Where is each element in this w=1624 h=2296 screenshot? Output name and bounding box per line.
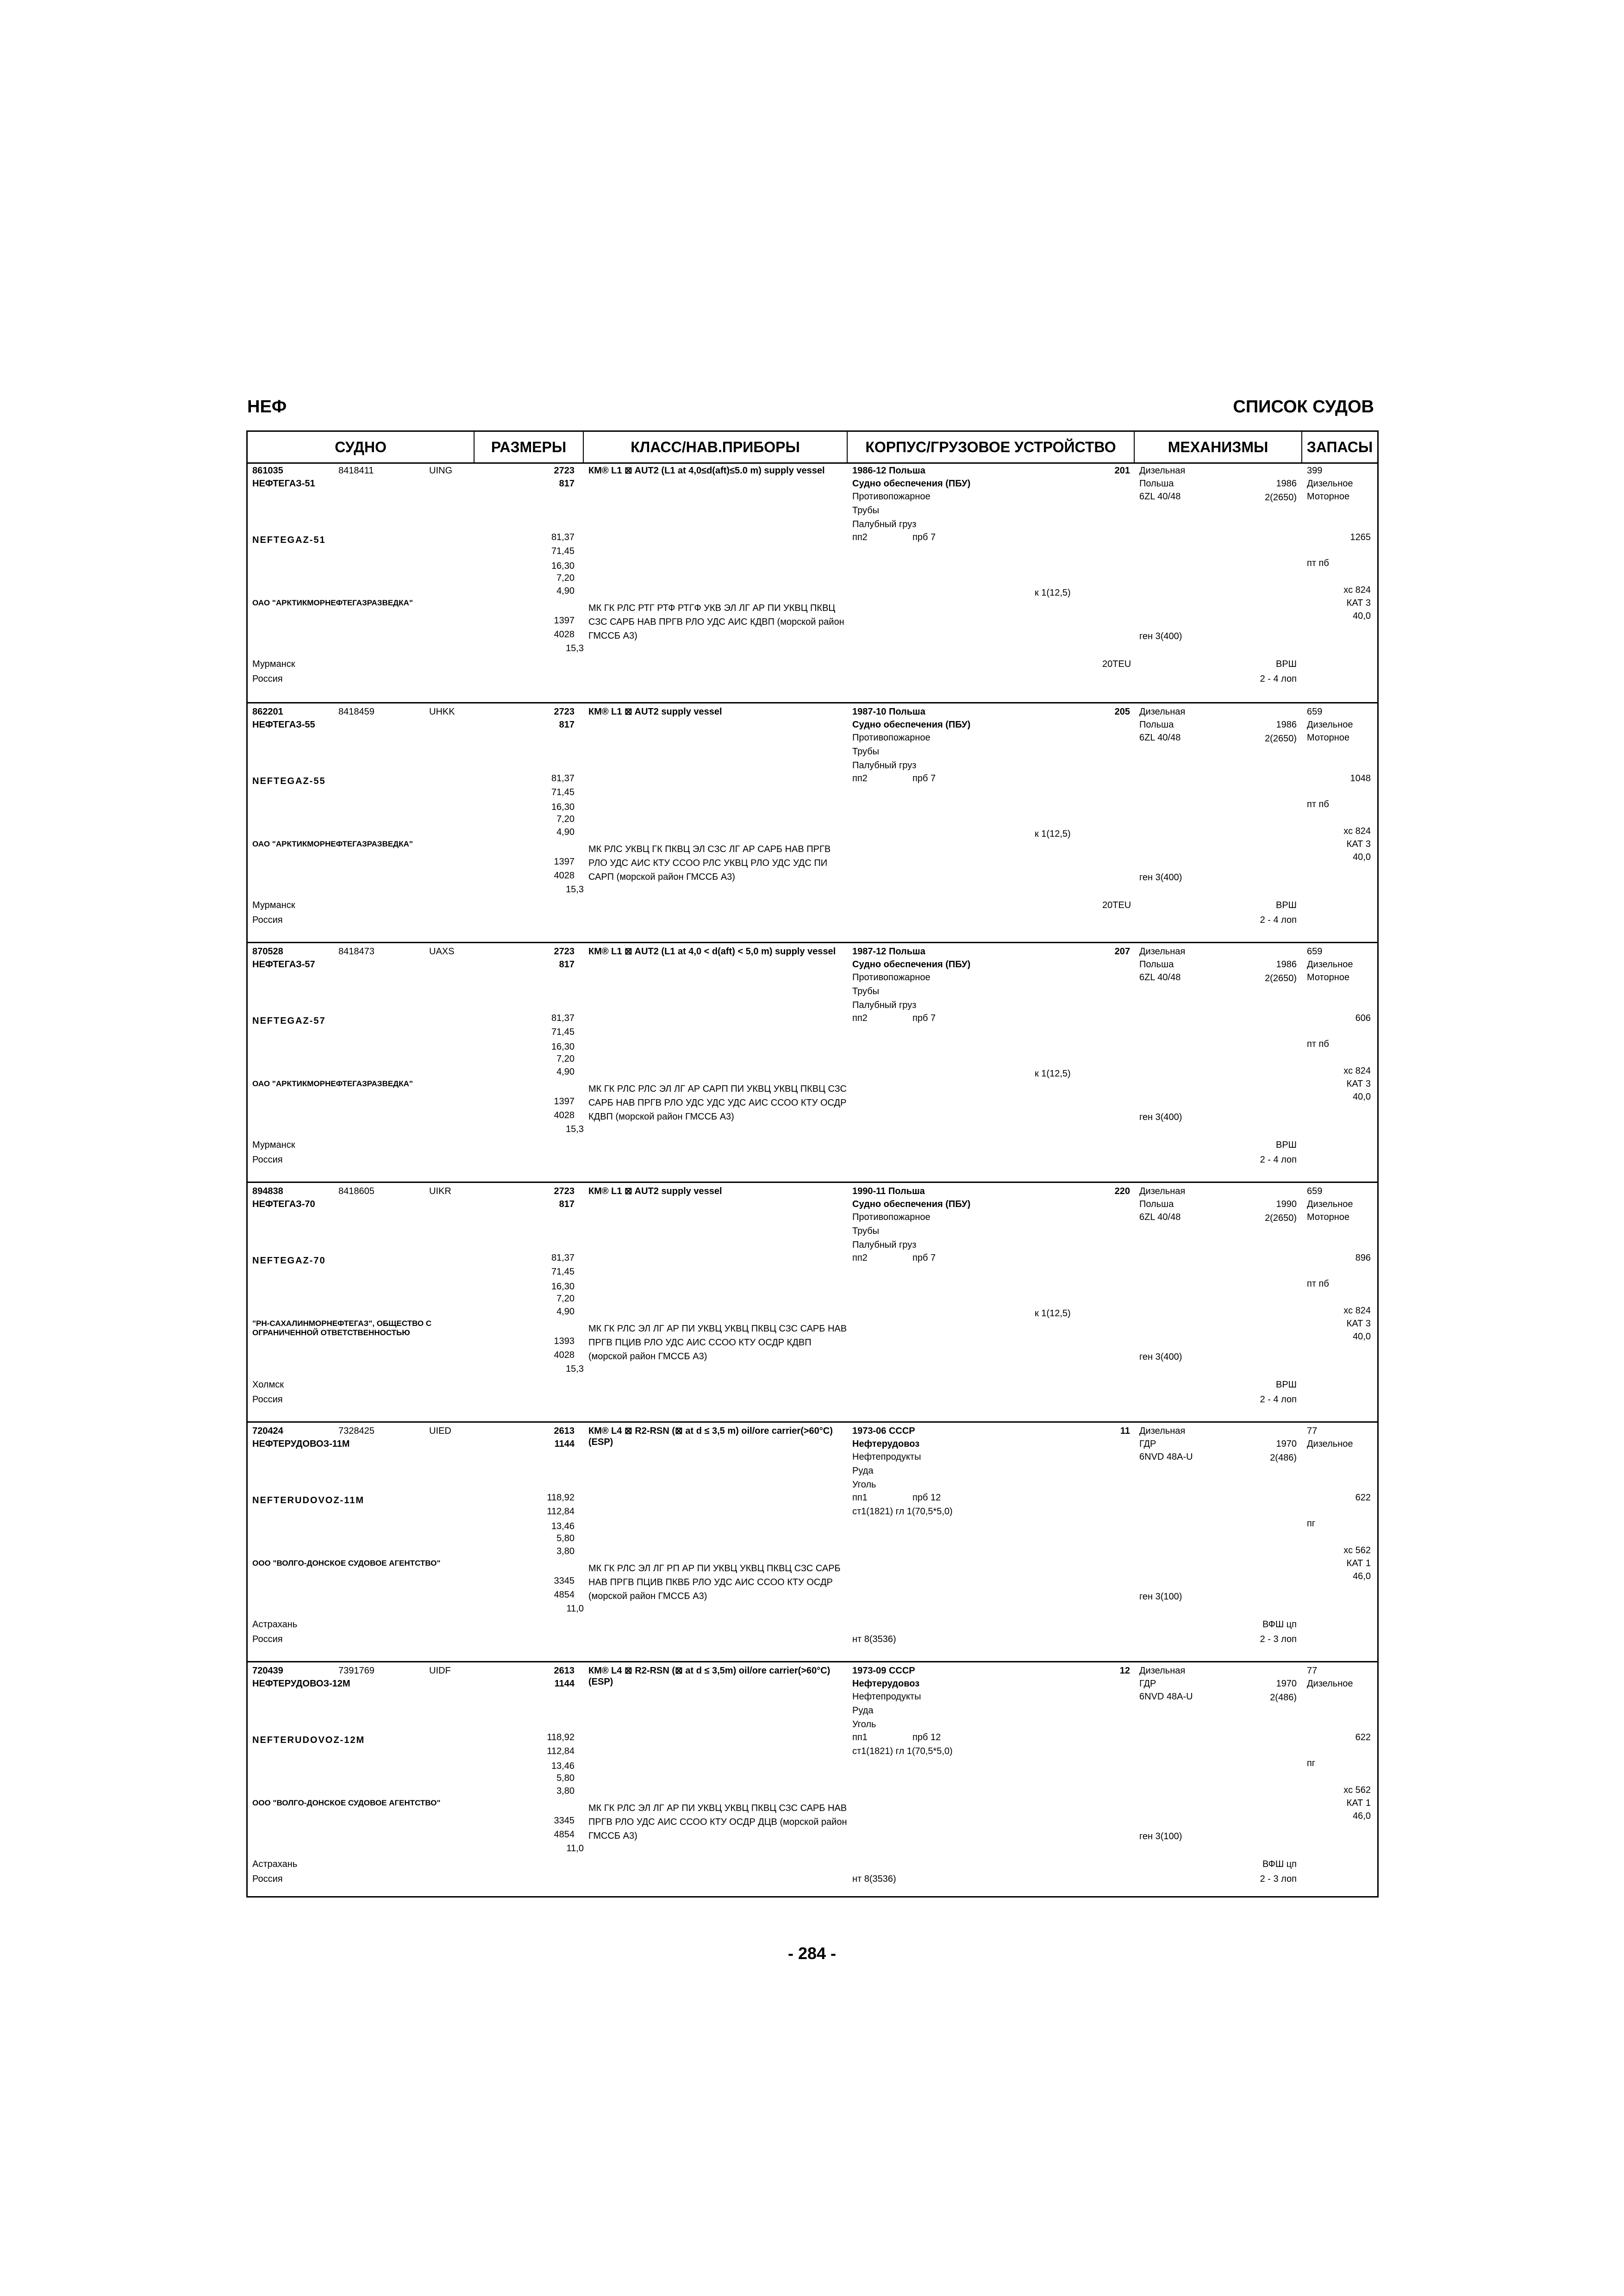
build-date-country: 1990-11 Польша: [852, 1186, 925, 1196]
refrigeration: хс 824: [1343, 826, 1371, 836]
engine-model: 6ZL 40/48: [1139, 972, 1181, 983]
water-type: пт пб: [1307, 558, 1329, 568]
header-left: НЕФ: [247, 397, 287, 417]
hull-purpose-1: Нефтепродукты: [852, 1452, 921, 1462]
generators: ген 3(400): [1139, 1112, 1182, 1122]
range: 40,0: [1353, 611, 1371, 621]
hull-purpose-1: Нефтепродукты: [852, 1692, 921, 1702]
dim-length-overall: 81,37: [551, 532, 575, 542]
hull-purpose-3: Палубный груз: [852, 1000, 917, 1010]
refrigeration: хс 824: [1343, 585, 1371, 595]
water-capacity: 606: [1355, 1013, 1371, 1023]
hull-purpose-1: Противопожарное: [852, 492, 931, 502]
engine-country: Польша: [1139, 479, 1174, 489]
speed: 15,3: [566, 884, 584, 895]
build-date-country: 1987-12 Польша: [852, 946, 925, 957]
header-right: СПИСОК СУДОВ: [1233, 397, 1374, 417]
dim-length-pp: 71,45: [551, 1267, 575, 1277]
owner: "РН-САХАЛИНМОРНЕФТЕГАЗ", ОБЩЕСТВО С ОГРАНИЧЕННОЙ ОТВЕТСТВЕННОСТЬЮ: [252, 1319, 432, 1337]
category: КАТ 3: [1346, 839, 1371, 849]
engine-year: 1986: [1276, 720, 1297, 730]
col-header-dimensions: РАЗМЕРЫ: [475, 432, 584, 462]
propeller-blades: 2 - 3 лоп: [1260, 1874, 1297, 1884]
home-port: Мурманск: [252, 659, 295, 669]
vessel-type: Нефтерудовоз: [852, 1439, 920, 1449]
category: КАТ 1: [1346, 1798, 1371, 1808]
engine-model: 6ZL 40/48: [1139, 733, 1181, 743]
vessel-name: НЕФТЕГАЗ-57: [252, 959, 315, 970]
dim-draft: 4,90: [556, 1067, 575, 1077]
cargo-extra: ст1(1821) гл 1(70,5*5,0): [852, 1506, 953, 1517]
class-notation: КМ® L1 ⊠ AUT2 (L1 at 4,0≤d(aft)≤5.0 m) supply vessel: [588, 466, 825, 476]
displacement: 4028: [554, 629, 575, 640]
deck-count: пп2: [852, 1253, 868, 1263]
speed: 15,3: [566, 1124, 584, 1134]
engine-country: ГДР: [1139, 1679, 1156, 1689]
gross-tonnage: 2723: [554, 946, 575, 957]
vessel-record: [248, 462, 1377, 702]
deck-count: пп2: [852, 532, 868, 542]
fuel-capacity: 659: [1307, 707, 1323, 717]
reg-number: 862201: [252, 707, 283, 717]
water-type: пт пб: [1307, 799, 1329, 809]
imo-number: 8418605: [338, 1186, 375, 1196]
yard-number: 220: [1114, 1186, 1130, 1196]
bulkheads: прб 7: [912, 1253, 936, 1263]
call-sign: UAXS: [429, 946, 455, 957]
build-date-country: 1973-06 СССР: [852, 1426, 915, 1436]
nav-equipment: МК ГК РЛС РТГ РТФ РТГФ УКВ ЭЛ ЛГ АР ПИ УКВЦ ПКВЦ СЗС САРБ НАВ ПРГВ РЛО УДС АИС КДВП (морской район ГМССБ А3): [588, 603, 844, 641]
owner: ООО "ВОЛГО-ДОНСКОЕ СУДОВОЕ АГЕНТСТВО": [252, 1798, 441, 1807]
fuel-type-1: Дизельное: [1307, 1679, 1353, 1689]
engine-country: Польша: [1139, 1199, 1174, 1209]
gross-tonnage: 2723: [554, 707, 575, 717]
dim-draft: 4,90: [556, 827, 575, 837]
refrigeration: хс 562: [1343, 1785, 1371, 1795]
engine-type: Дизельная: [1139, 466, 1186, 476]
hull-purpose-1: Противопожарное: [852, 1212, 931, 1222]
displacement: 4854: [554, 1590, 575, 1600]
vessel-record: [248, 942, 1377, 1182]
yard-number: 12: [1119, 1666, 1130, 1676]
call-sign: UIDF: [429, 1666, 451, 1676]
vessel-name-latin: NEFTEGAZ-70: [252, 1256, 326, 1266]
dim-breadth: 16,30: [551, 1282, 575, 1292]
water-capacity: 622: [1355, 1493, 1371, 1503]
fuel-type-1: Дизельное: [1307, 1439, 1353, 1449]
home-port: Мурманск: [252, 1140, 295, 1150]
deck-count: пп2: [852, 1013, 868, 1023]
flag-country: Россия: [252, 1874, 283, 1884]
deck-count: пп2: [852, 773, 868, 784]
crane: к 1(12,5): [1035, 1069, 1071, 1079]
container-capacity: 20TEU: [1102, 659, 1131, 669]
generators: ген 3(100): [1139, 1592, 1182, 1602]
propeller-type: ВФШ цп: [1262, 1859, 1297, 1869]
dim-breadth: 13,46: [551, 1521, 575, 1531]
col-header-supplies: ЗАПАСЫ: [1306, 438, 1373, 455]
water-type: пг: [1307, 1758, 1316, 1768]
net-tonnage: 1144: [554, 1679, 575, 1689]
dim-breadth: 13,46: [551, 1761, 575, 1771]
reg-number: 870528: [252, 946, 283, 957]
dim-length-overall: 118,92: [547, 1493, 575, 1503]
col-header-machinery: МЕХАНИЗМЫ: [1135, 432, 1302, 462]
net-tonnage: 817: [559, 479, 575, 489]
tanks: нт 8(3536): [852, 1634, 896, 1644]
dim-depth: 7,20: [556, 573, 575, 583]
hull-purpose-2: Руда: [852, 1466, 874, 1476]
hull-purpose-3: Палубный груз: [852, 1240, 917, 1250]
propeller-blades: 2 - 4 лоп: [1260, 1394, 1297, 1405]
speed: 15,3: [566, 643, 584, 653]
engine-model: 6NVD 48A-U: [1139, 1692, 1193, 1702]
water-capacity: 1048: [1350, 773, 1371, 784]
nav-equipment: МК ГК РЛС ЭЛ ЛГ АР ПИ УКВЦ УКВЦ ПКВЦ СЗС САРБ НАВ ПРГВ ПЦИВ РЛО УДС АИС ССОО КТУ ОСДР КДВП (морской район ГМССБ А3): [588, 1324, 847, 1362]
range: 40,0: [1353, 1092, 1371, 1102]
dim-depth: 7,20: [556, 814, 575, 824]
cargo-extra: ст1(1821) гл 1(70,5*5,0): [852, 1746, 953, 1756]
vessel-name: НЕФТЕРУДОВОЗ-12М: [252, 1679, 350, 1689]
dim-length-overall: 81,37: [551, 1013, 575, 1023]
dim-draft: 3,80: [556, 1786, 575, 1796]
fuel-capacity: 659: [1307, 1186, 1323, 1196]
range: 46,0: [1353, 1571, 1371, 1581]
category: КАТ 3: [1346, 1079, 1371, 1089]
nav-equipment: МК ГК РЛС ЭЛ ЛГ АР ПИ УКВЦ УКВЦ ПКВЦ СЗС САРБ НАВ ПРГВ РЛО УДС АИС ССОО КТУ ОСДР ДЦВ (морской район ГМССБ А3): [588, 1803, 847, 1841]
fuel-type-2: Моторное: [1307, 733, 1350, 743]
vessel-name: НЕФТЕГАЗ-51: [252, 479, 315, 489]
propeller-blades: 2 - 4 лоп: [1260, 674, 1297, 684]
flag-country: Россия: [252, 915, 283, 925]
call-sign: UIED: [429, 1426, 451, 1436]
gross-tonnage: 2613: [554, 1666, 575, 1676]
imo-number: 7328425: [338, 1426, 375, 1436]
fuel-capacity: 77: [1307, 1426, 1318, 1436]
vessel-name: НЕФТЕГАЗ-55: [252, 720, 315, 730]
class-notation: КМ® L4 ⊠ R2-RSN (⊠ at d ≤ 3,5 m) oil/ore carrier(>60°C)(ESP): [588, 1426, 833, 1447]
yard-number: 207: [1114, 946, 1130, 957]
vessel-name-latin: NEFTEGAZ-51: [252, 535, 326, 545]
vessel-name-latin: NEFTERUDOVOZ-11M: [252, 1495, 365, 1506]
build-date-country: 1973-09 СССР: [852, 1666, 915, 1676]
engine-type: Дизельная: [1139, 1186, 1186, 1196]
speed: 15,3: [566, 1364, 584, 1374]
propeller-type: ВРШ: [1275, 900, 1297, 910]
hull-purpose-2: Трубы: [852, 1226, 880, 1236]
deadweight: 1397: [554, 857, 575, 867]
generators: ген 3(400): [1139, 631, 1182, 641]
vessel-record: [248, 1421, 1377, 1661]
gross-tonnage: 2723: [554, 466, 575, 476]
speed: 11,0: [566, 1604, 584, 1614]
dim-length-overall: 118,92: [547, 1732, 575, 1742]
bulkheads: прб 7: [912, 773, 936, 784]
col-header-vessel: СУДНО: [248, 432, 475, 462]
engine-model: 6ZL 40/48: [1139, 1212, 1181, 1222]
fuel-type-1: Дизельное: [1307, 1199, 1353, 1209]
net-tonnage: 817: [559, 1199, 575, 1209]
engine-power: 2(486): [1270, 1692, 1297, 1703]
bulkheads: прб 12: [912, 1732, 941, 1742]
water-type: пт пб: [1307, 1039, 1329, 1049]
reg-number: 861035: [252, 466, 283, 476]
imo-number: 8418473: [338, 946, 375, 957]
class-notation: КМ® L4 ⊠ R2-RSN (⊠ at d ≤ 3,5m) oil/ore carrier(>60°C)(ESP): [588, 1666, 831, 1687]
hull-purpose-3: Уголь: [852, 1480, 876, 1490]
fuel-type-2: Моторное: [1307, 972, 1350, 983]
hull-purpose-2: Трубы: [852, 505, 880, 516]
displacement: 4028: [554, 1350, 575, 1360]
engine-power: 2(486): [1270, 1453, 1297, 1463]
class-notation: КМ® L1 ⊠ AUT2 supply vessel: [588, 1186, 722, 1196]
propeller-blades: 2 - 4 лоп: [1260, 1155, 1297, 1165]
vessel-name-latin: NEFTEGAZ-57: [252, 1016, 326, 1026]
fuel-type-1: Дизельное: [1307, 720, 1353, 730]
owner: ОАО "АРКТИКМОРНЕФТЕГАЗРАЗВЕДКА": [252, 1079, 413, 1088]
propeller-type: ВРШ: [1275, 659, 1297, 669]
gross-tonnage: 2723: [554, 1186, 575, 1196]
propeller-blades: 2 - 3 лоп: [1260, 1634, 1297, 1644]
bulkheads: прб 7: [912, 532, 936, 542]
engine-year: 1986: [1276, 959, 1297, 970]
engine-power: 2(2650): [1265, 734, 1297, 744]
dim-length-overall: 81,37: [551, 1253, 575, 1263]
vessel-name-latin: NEFTEGAZ-55: [252, 776, 326, 786]
deadweight: 1397: [554, 616, 575, 626]
call-sign: UING: [429, 466, 452, 476]
crane: к 1(12,5): [1035, 588, 1071, 598]
fuel-type-2: Моторное: [1307, 1212, 1350, 1222]
vessel-name: НЕФТЕРУДОВОЗ-11М: [252, 1439, 350, 1449]
hull-purpose-2: Руда: [852, 1705, 874, 1716]
hull-purpose-1: Противопожарное: [852, 733, 931, 743]
dim-length-pp: 112,84: [547, 1506, 575, 1517]
nav-equipment: МК ГК РЛС ЭЛ ЛГ РП АР ПИ УКВЦ УКВЦ ПКВЦ СЗС САРБ НАВ ПРГВ ПЦИВ ПКВБ РЛО УДС АИС ССОО КТУ ОСДР (морской район ГМССБ А3): [588, 1563, 841, 1601]
reg-number: 894838: [252, 1186, 283, 1196]
owner: ООО "ВОЛГО-ДОНСКОЕ СУДОВОЕ АГЕНТСТВО": [252, 1559, 441, 1568]
engine-type: Дизельная: [1139, 707, 1186, 717]
refrigeration: хс 824: [1343, 1066, 1371, 1076]
refrigeration: хс 562: [1343, 1545, 1371, 1556]
range: 40,0: [1353, 852, 1371, 862]
water-capacity: 896: [1355, 1253, 1371, 1263]
owner: ОАО "АРКТИКМОРНЕФТЕГАЗРАЗВЕДКА": [252, 840, 413, 848]
engine-power: 2(2650): [1265, 1213, 1297, 1223]
vessel-type: Судно обеспечения (ПБУ): [852, 959, 971, 970]
hull-purpose-3: Палубный груз: [852, 760, 917, 771]
flag-country: Россия: [252, 1394, 283, 1405]
hull-purpose-3: Уголь: [852, 1719, 876, 1730]
dim-depth: 7,20: [556, 1054, 575, 1064]
engine-country: Польша: [1139, 720, 1174, 730]
hull-purpose-1: Противопожарное: [852, 972, 931, 983]
dim-depth: 5,80: [556, 1533, 575, 1543]
dim-length-pp: 71,45: [551, 787, 575, 797]
generators: ген 3(100): [1139, 1831, 1182, 1842]
engine-country: ГДР: [1139, 1439, 1156, 1449]
deadweight: 1393: [554, 1336, 575, 1346]
water-capacity: 1265: [1350, 532, 1371, 542]
hull-purpose-2: Трубы: [852, 986, 880, 996]
fuel-type-1: Дизельное: [1307, 959, 1353, 970]
page-number: - 284 -: [787, 1944, 837, 1963]
dim-breadth: 16,30: [551, 1042, 575, 1052]
water-type: пт пб: [1307, 1279, 1329, 1289]
water-type: пг: [1307, 1518, 1316, 1529]
imo-number: 7391769: [338, 1666, 375, 1676]
vessel-name: НЕФТЕГАЗ-70: [252, 1199, 315, 1209]
crane: к 1(12,5): [1035, 829, 1071, 839]
propeller-blades: 2 - 4 лоп: [1260, 915, 1297, 925]
vessel-record: [248, 1182, 1377, 1421]
deck-count: пп1: [852, 1732, 868, 1742]
bulkheads: прб 7: [912, 1013, 936, 1023]
net-tonnage: 817: [559, 720, 575, 730]
engine-model: 6NVD 48A-U: [1139, 1452, 1193, 1462]
engine-type: Дизельная: [1139, 1666, 1186, 1676]
build-date-country: 1987-10 Польша: [852, 707, 925, 717]
displacement: 4028: [554, 871, 575, 881]
hull-purpose-3: Палубный груз: [852, 519, 917, 529]
deck-count: пп1: [852, 1493, 868, 1503]
engine-year: 1986: [1276, 479, 1297, 489]
flag-country: Россия: [252, 674, 283, 684]
vessel-record: [248, 702, 1377, 942]
fuel-type-2: Моторное: [1307, 492, 1350, 502]
reg-number: 720439: [252, 1666, 283, 1676]
dim-depth: 5,80: [556, 1773, 575, 1783]
crane: к 1(12,5): [1035, 1308, 1071, 1319]
displacement: 4854: [554, 1829, 575, 1840]
bulkheads: прб 12: [912, 1493, 941, 1503]
flag-country: Россия: [252, 1155, 283, 1165]
range: 46,0: [1353, 1811, 1371, 1821]
net-tonnage: 817: [559, 959, 575, 970]
engine-power: 2(2650): [1265, 973, 1297, 983]
displacement: 4028: [554, 1110, 575, 1120]
dim-depth: 7,20: [556, 1294, 575, 1304]
category: КАТ 3: [1346, 598, 1371, 608]
water-capacity: 622: [1355, 1732, 1371, 1742]
dim-breadth: 16,30: [551, 561, 575, 571]
generators: ген 3(400): [1139, 1352, 1182, 1362]
class-notation: КМ® L1 ⊠ AUT2 supply vessel: [588, 707, 722, 717]
vessel-type: Судно обеспечения (ПБУ): [852, 479, 971, 489]
dim-draft: 3,80: [556, 1546, 575, 1556]
col-header-class: КЛАСС/НАВ.ПРИБОРЫ: [584, 432, 848, 462]
imo-number: 8418411: [338, 466, 374, 476]
propeller-type: ВРШ: [1275, 1380, 1297, 1390]
engine-model: 6ZL 40/48: [1139, 492, 1181, 502]
fuel-capacity: 399: [1307, 466, 1323, 476]
yard-number: 201: [1114, 466, 1130, 476]
yard-number: 205: [1114, 707, 1130, 717]
net-tonnage: 1144: [554, 1439, 575, 1449]
deadweight: 3345: [554, 1576, 575, 1586]
vessel-record: [248, 1661, 1377, 1901]
call-sign: UHKK: [429, 707, 455, 717]
yard-number: 11: [1120, 1426, 1130, 1436]
col-header-hull: КОРПУС/ГРУЗОВОЕ УСТРОЙСТВО: [848, 432, 1135, 462]
dim-draft: 4,90: [556, 586, 575, 596]
dim-length-overall: 81,37: [551, 773, 575, 784]
engine-type: Дизельная: [1139, 946, 1186, 957]
engine-year: 1990: [1276, 1199, 1297, 1209]
propeller-type: ВРШ: [1275, 1140, 1297, 1150]
vessel-type: Судно обеспечения (ПБУ): [852, 720, 971, 730]
dim-breadth: 16,30: [551, 802, 575, 812]
nav-equipment: МК РЛС УКВЦ ГК ПКВЦ ЭЛ СЗС ЛГ АР САРБ НАВ ПРГВ РЛО УДС АИС КТУ ССОО РЛС УКВЦ РЛО УДС УДС ПИ САРП (морской район ГМССБ А3): [588, 844, 831, 882]
vessel-type: Нефтерудовоз: [852, 1679, 920, 1689]
hull-purpose-2: Трубы: [852, 747, 880, 757]
reg-number: 720424: [252, 1426, 283, 1436]
range: 40,0: [1353, 1332, 1371, 1342]
build-date-country: 1986-12 Польша: [852, 466, 925, 476]
fuel-type-1: Дизельное: [1307, 479, 1353, 489]
propeller-type: ВФШ цп: [1262, 1619, 1297, 1630]
tanks: нт 8(3536): [852, 1874, 896, 1884]
home-port: Астрахань: [252, 1619, 298, 1630]
engine-country: Польша: [1139, 959, 1174, 970]
nav-equipment: МК ГК РЛС РЛС ЭЛ ЛГ АР САРП ПИ УКВЦ УКВЦ ПКВЦ СЗС САРБ НАВ ПРГВ РЛО УДС УДС УДС АИС ССОО КТУ ОСДР КДВП (морской район ГМССБ А3): [588, 1084, 847, 1122]
fuel-capacity: 659: [1307, 946, 1323, 957]
home-port: Мурманск: [252, 900, 295, 910]
dim-draft: 4,90: [556, 1307, 575, 1317]
class-notation: КМ® L1 ⊠ AUT2 (L1 at 4,0 < d(aft) < 5,0 m) supply vessel: [588, 946, 836, 957]
vessel-name-latin: NEFTERUDOVOZ-12M: [252, 1735, 365, 1745]
dim-length-pp: 71,45: [551, 546, 575, 556]
generators: ген 3(400): [1139, 872, 1182, 883]
owner: ОАО "АРКТИКМОРНЕФТЕГАЗРАЗВЕДКА": [252, 598, 413, 607]
gross-tonnage: 2613: [554, 1426, 575, 1436]
engine-year: 1970: [1276, 1439, 1297, 1449]
imo-number: 8418459: [338, 707, 375, 717]
deadweight: 1397: [554, 1096, 575, 1107]
engine-type: Дизельная: [1139, 1426, 1186, 1436]
engine-year: 1970: [1276, 1679, 1297, 1689]
dim-length-pp: 71,45: [551, 1027, 575, 1037]
dim-length-pp: 112,84: [547, 1746, 575, 1756]
category: КАТ 1: [1346, 1558, 1371, 1568]
engine-power: 2(2650): [1265, 492, 1297, 503]
speed: 11,0: [566, 1843, 584, 1854]
category: КАТ 3: [1346, 1319, 1371, 1329]
fuel-capacity: 77: [1307, 1666, 1318, 1676]
call-sign: UIKR: [429, 1186, 451, 1196]
ship-table: [246, 430, 1379, 1898]
refrigeration: хс 824: [1343, 1306, 1371, 1316]
vessel-type: Судно обеспечения (ПБУ): [852, 1199, 971, 1209]
container-capacity: 20TEU: [1102, 900, 1131, 910]
home-port: Холмск: [252, 1380, 284, 1390]
deadweight: 3345: [554, 1816, 575, 1826]
flag-country: Россия: [252, 1634, 283, 1644]
home-port: Астрахань: [252, 1859, 298, 1869]
